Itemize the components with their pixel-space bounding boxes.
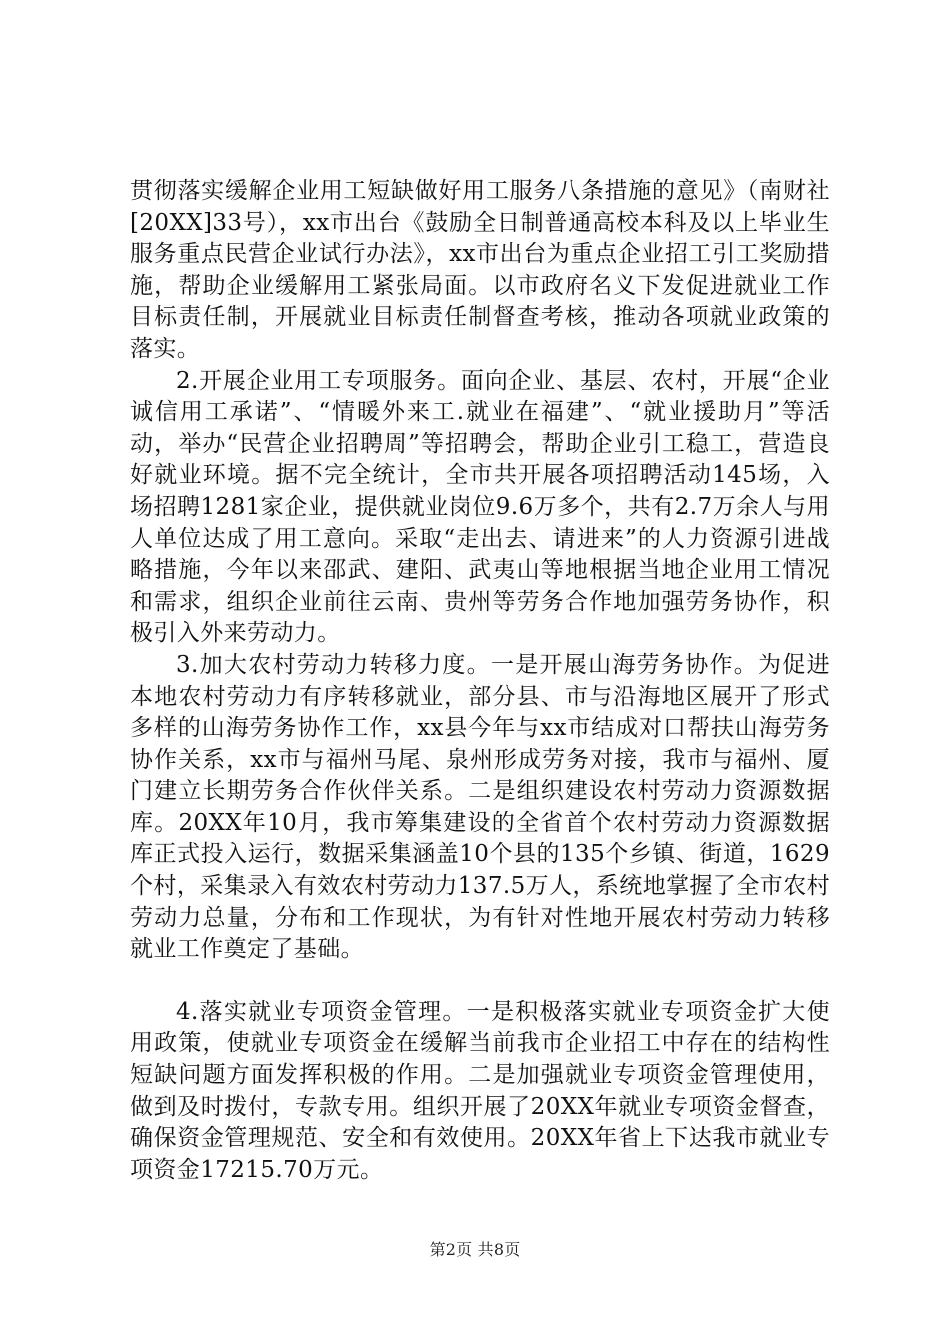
paragraph-special-funds: 4.落实就业专项资金管理。一是积极落实就业专项资金扩大使用政策，使就业专项资金在缓解当前我市企业招工中存在的结构性短缺问题方面发挥积极的作用。二是加强就业专项资金管理使用，做到及时拨付，专款专用。组织开展了20XX年就业专项资金督查，确保资金管理规范、安全和有效使用。20XX年省上下达我市就业专项资金17215.70万元。 xyxy=(130,998,830,1183)
paragraph-rural-labor-transfer: 3.加大农村劳动力转移力度。一是开展山海劳务协作。为促进本地农村劳动力有序转移就业，部分县、市与沿海地区展开了形式多样的山海劳务协作工作，xx县今年与xx市结成对口帮扶山海劳务协作关系，xx市与福州马尾、泉州形成劳务对接，我市与福州、厦门建立长期劳务合作伙伴关系。二是组织建设农村劳动力资源数据库。20XX年10月，我市筹集建设的全省首个农村劳动力资源数据库正式投入运行，数据采集涵盖10个县的135个乡镇、街道，1629个村，采集录入有效农村劳动力137.5万人，系统地掌握了全市农村劳动力总量，分布和工作现状，为有针对性地开展农村劳动力转移就业工作奠定了基础。 xyxy=(130,651,830,963)
page-footer: 第2页 共8页 xyxy=(429,1240,521,1259)
paragraph-continuation: 贯彻落实缓解企业用工短缺做好用工服务八条措施的意见》（南财社[20XX]33号），xx市出台《鼓励全日制普通高校本科及以上毕业生服务重点民营企业试行办法》，xx市出台为重点企业招工引工奖励措施，帮助企业缓解用工紧张局面。以市政府名义下发促进就业工作目标责任制，开展就业目标责任制督查考核，推动各项就业政策的落实。 xyxy=(130,178,830,362)
document-body xyxy=(130,176,830,1186)
paragraph-employment-services: 2.开展企业用工专项服务。面向企业、基层、农村，开展“企业诚信用工承诺”、“情暖外来工.就业在福建”、“就业援助月”等活动，举办“民营企业招聘周”等招聘会，帮助企业引工稳工，营造良好就业环境。据不完全统计，全市共开展各项招聘活动145场，入场招聘1281家企业，提供就业岗位9.6万多个，共有2.7万余人与用人单位达成了用工意向。采取“走出去、请进来”的人力资源引进战略措施，今年以来邵武、建阳、武夷山等地根据当地企业用工情况和需求，组织企业前往云南、贵州等劳务合作地加强劳务协作，积极引入外来劳动力。 xyxy=(130,367,830,647)
